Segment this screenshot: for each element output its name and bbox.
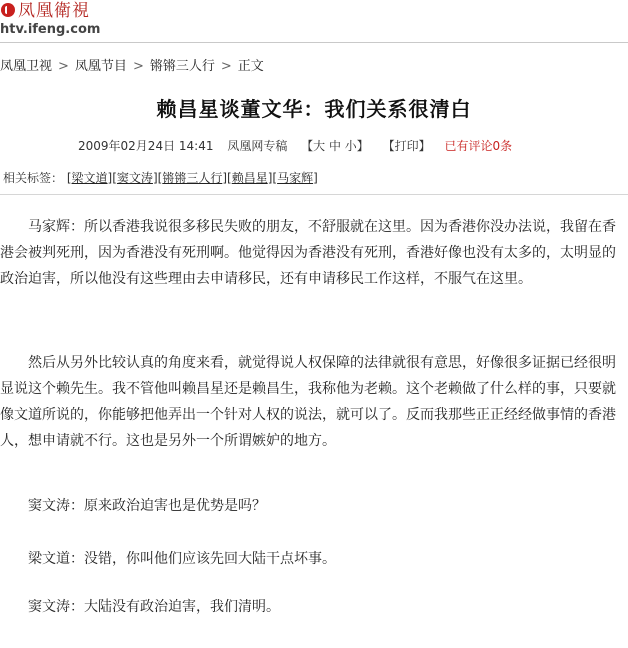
publish-date: 2009年02月24日 14:41 <box>78 139 214 153</box>
breadcrumb <box>0 59 264 75</box>
phoenix-logo-icon[interactable] <box>1 3 15 17</box>
header-divider <box>0 42 628 43</box>
site-logo-text[interactable]: 凤凰衛視 <box>18 1 90 21</box>
tags-divider <box>0 194 628 195</box>
breadcrumb-separator: > <box>132 59 144 74</box>
breadcrumb-item-phoenix-tv[interactable]: 凤凰卫视 <box>0 59 53 74</box>
dialogue-line: 窦文涛：大陆没有政治迫害，我们清明。 <box>28 599 280 615</box>
tag-link[interactable]: 马家辉 <box>277 171 314 185</box>
comments-link[interactable]: 已有评论0条 <box>444 139 513 153</box>
article-source: 凤凰网专稿 <box>227 139 288 153</box>
tag-link[interactable]: 锵锵三人行 <box>162 171 223 185</box>
tag-link[interactable]: 窦文涛 <box>116 171 153 185</box>
related-tags: 相关标签： [梁文道][窦文涛][锵锵三人行][赖昌星][马家辉] <box>3 171 318 185</box>
print-link[interactable]: 【打印】 <box>382 139 431 153</box>
breadcrumb-item-show[interactable]: 锵锵三人行 <box>149 59 215 74</box>
breadcrumb-separator: > <box>58 59 69 74</box>
dialogue-line: 梁文道：没错，你叫他们应该先回大陆干点坏事。 <box>28 551 336 567</box>
article-paragraph: 然后从另外比较认真的角度来看，就觉得说人权保障的法律就很有意思，好像很多证据已经很明显说这个赖先生。我不管他叫赖昌星还是赖昌生，我称他为老赖。这个老赖做了什么样的事，只要就像文道所说的，你能够把他弄出一个针对人权的说法，就可以了。反而我那些正正经经做事情的香港人，想申请就不行。这也是另外一个所谓嫉妒的地方。 <box>0 355 616 449</box>
article-meta <box>78 138 512 154</box>
font-size-controls[interactable]: 【大 中 小】 <box>301 139 369 153</box>
tag-link[interactable]: 梁文道 <box>71 171 108 185</box>
site-domain[interactable]: htv.ifeng.com <box>0 22 101 37</box>
tag-link[interactable]: 赖昌星 <box>231 171 268 185</box>
breadcrumb-item-current: 正文 <box>237 59 264 74</box>
site-header <box>0 0 628 40</box>
breadcrumb-separator: > <box>220 59 232 74</box>
dialogue-line: 窦文涛：原来政治迫害也是优势是吗？ <box>28 498 266 514</box>
article-paragraph: 马家辉：所以香港我说很多移民失败的朋友，不舒服就在这里。因为香港你没办法说，我留在香港会被判死刑，因为香港没有死刑啊。他觉得因为香港没有死刑，香港好像也没有太多的，太明显的政治迫害，所以他没有这些理由去申请移民，还有申请移民工作这样，不服气在这里。 <box>0 219 616 287</box>
breadcrumb-item-programs[interactable]: 凤凰节目 <box>74 59 127 74</box>
article-title: 赖昌星谈董文华：我们关系很清白 <box>156 97 472 121</box>
tags-label: 相关标签： <box>3 171 64 185</box>
